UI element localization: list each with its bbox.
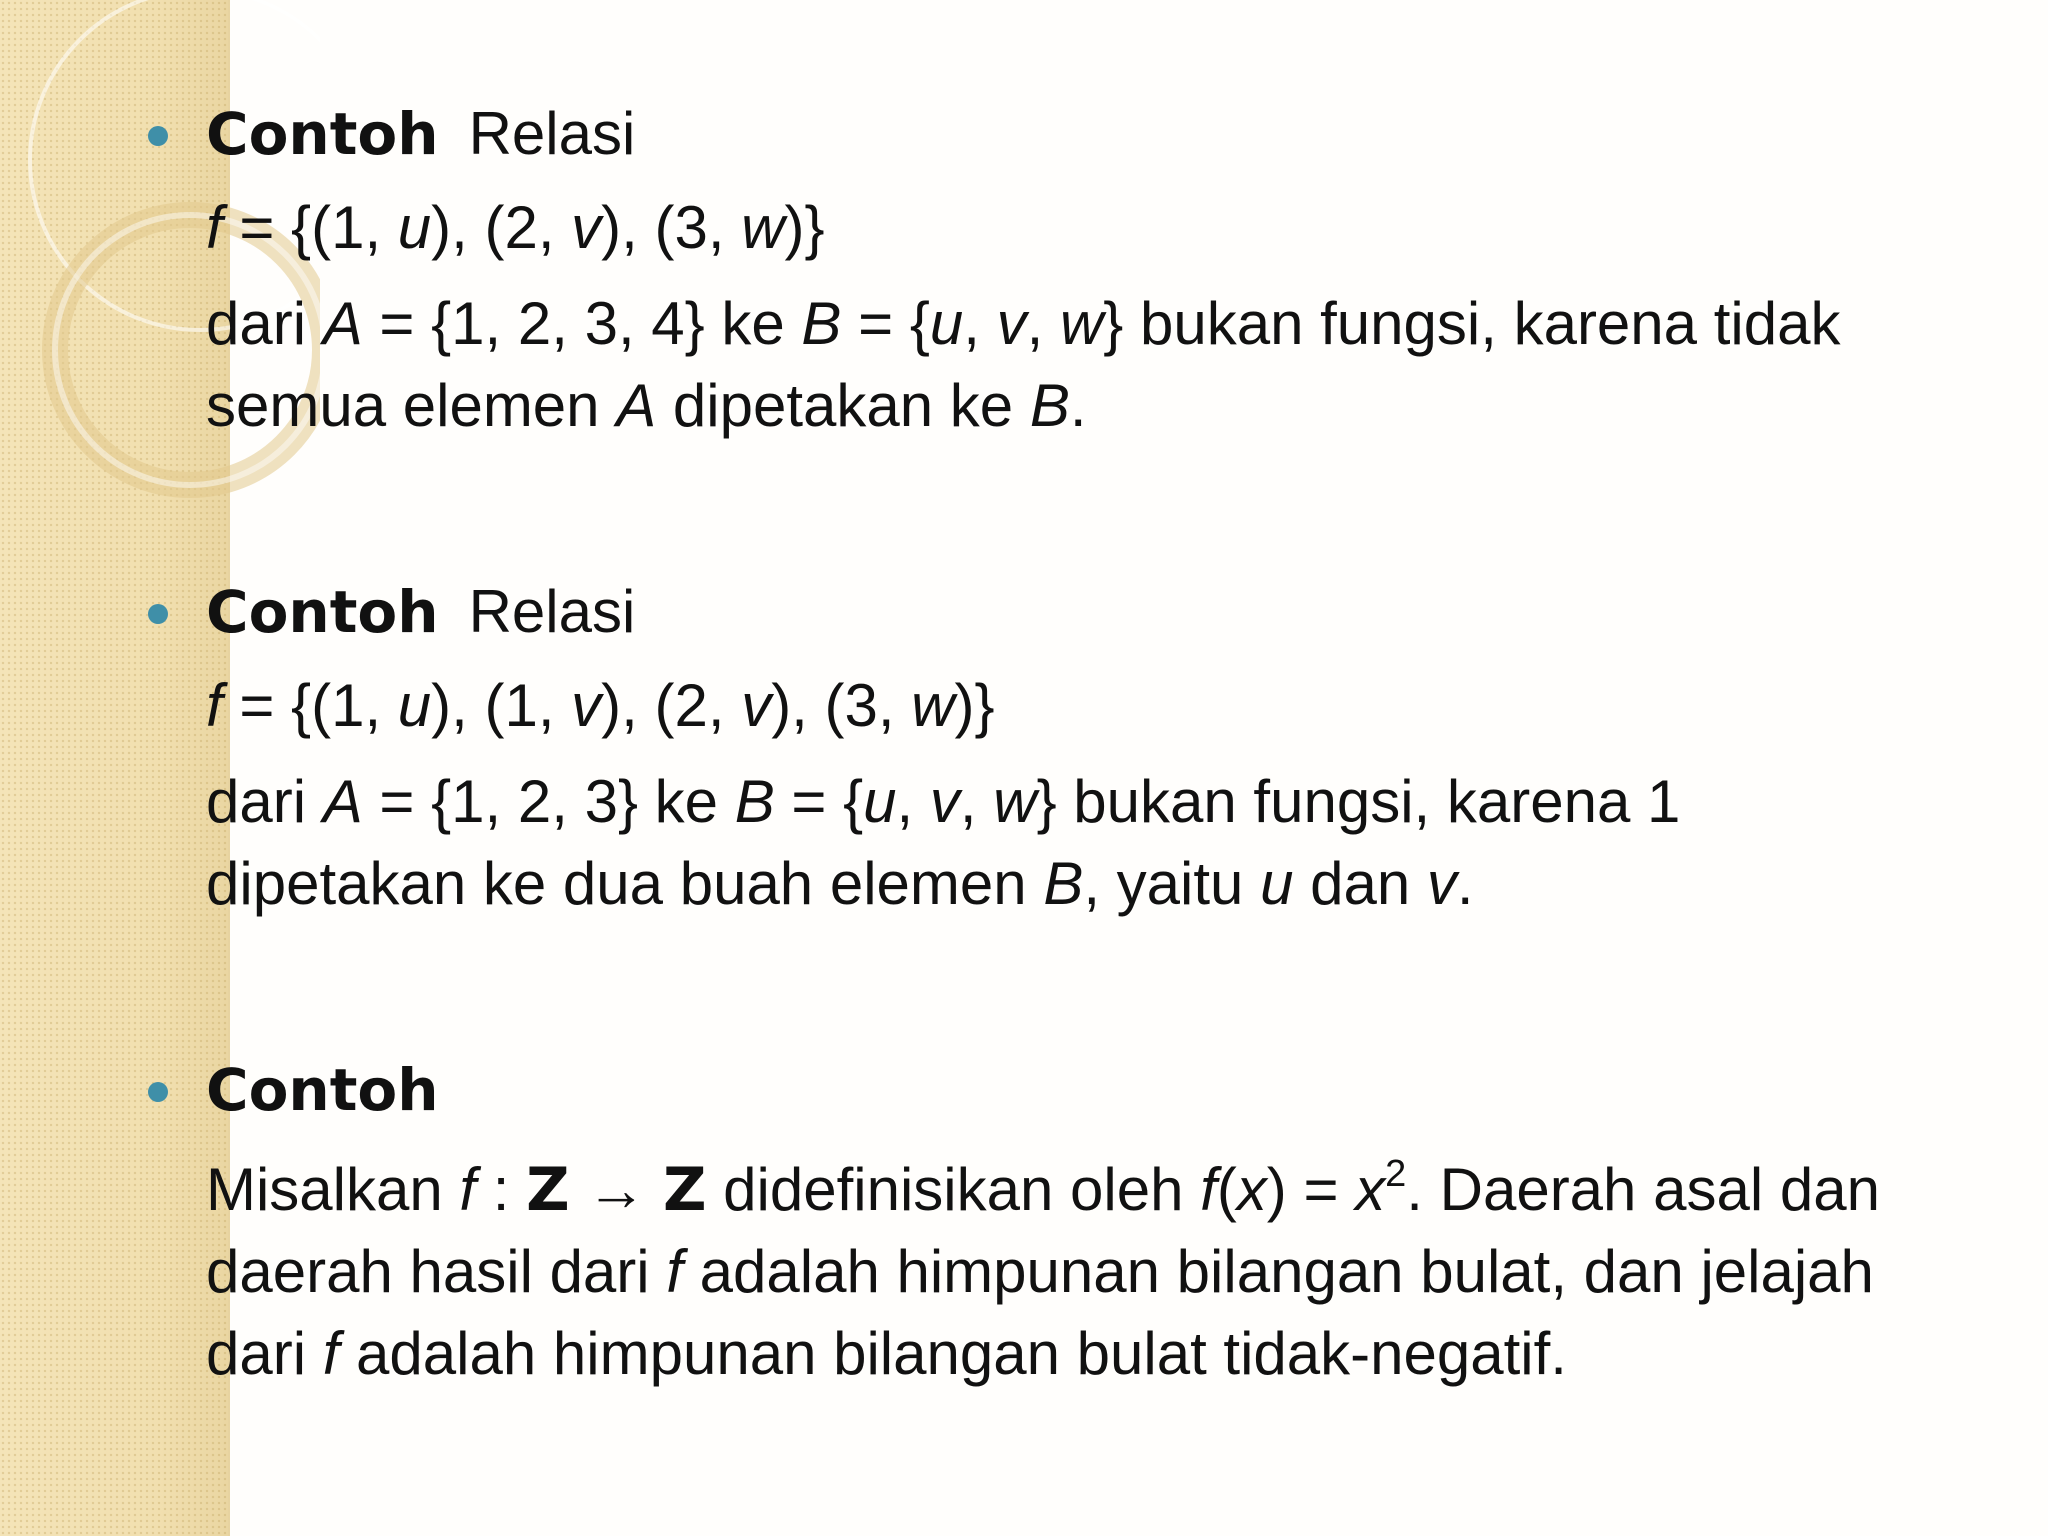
relation-formula: f = {(1, u), (2, v), (3, w)} — [206, 194, 825, 261]
bullet-icon — [148, 126, 168, 146]
example-heading: Contoh Relasi — [206, 100, 636, 168]
bullet-icon — [148, 1082, 168, 1102]
explanation-line: daerah hasil dari f adalah himpunan bilangan bulat, dan jelajah — [206, 1238, 1874, 1305]
explanation-line: dari A = {1, 2, 3} ke B = {u, v, w} bukan fungsi, karena 1 — [206, 768, 1681, 835]
explanation-line: dari f adalah himpunan bilangan bulat tidak-negatif. — [206, 1320, 1567, 1387]
explanation-line: dari A = {1, 2, 3, 4} ke B = {u, v, w} bukan fungsi, karena tidak — [206, 290, 1841, 357]
explanation-line: dipetakan ke dua buah elemen B, yaitu u dan v. — [206, 850, 1474, 917]
explanation-line: semua elemen A dipetakan ke B. — [206, 372, 1087, 439]
explanation-line: Misalkan f : Z → Z didefinisikan oleh $f(x) = x^2$. Daerah asal dan — [206, 1153, 1880, 1225]
example-heading: Contoh Relasi — [206, 578, 636, 646]
example-heading: Contoh — [206, 1056, 439, 1124]
relation-formula: f = {(1, u), (1, v), (2, v), (3, w)} — [206, 672, 995, 739]
bullet-icon — [148, 604, 168, 624]
